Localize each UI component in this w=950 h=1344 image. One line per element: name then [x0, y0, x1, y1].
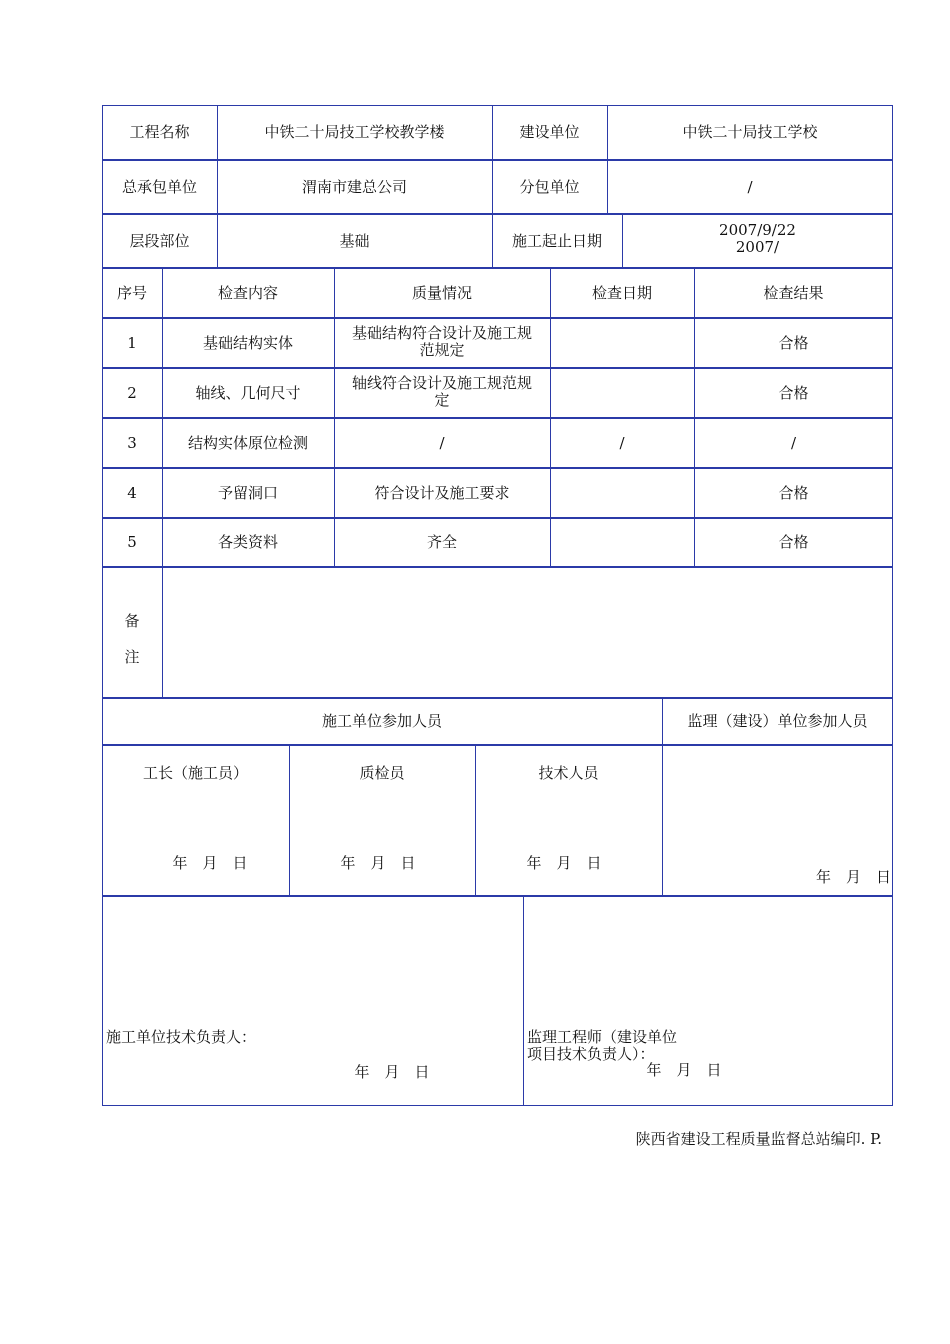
row-quality: / — [439, 433, 445, 452]
row-date — [550, 318, 694, 368]
table-row — [102, 318, 893, 368]
row-contractor — [102, 160, 893, 214]
construction-participants-label: 施工单位参加人员 — [321, 711, 442, 730]
table-row — [102, 368, 893, 418]
row-no: 1 — [127, 333, 137, 352]
row-content: 轴线、几何尺寸 — [195, 383, 301, 402]
remarks-label-line2: 注 — [124, 648, 140, 666]
table-row — [102, 518, 893, 567]
divider — [289, 745, 290, 896]
col-header-result: 检查结果 — [763, 283, 824, 302]
row-date — [550, 368, 694, 418]
divider — [694, 268, 695, 567]
inspector-label: 质检员 — [359, 764, 405, 782]
subcontractor-label: 分包单位 — [519, 177, 580, 196]
row-content: 予留洞口 — [217, 483, 278, 502]
row-date — [550, 518, 694, 567]
divider — [607, 105, 608, 214]
row-quality-line1: 轴线符合设计及施工规范规 — [351, 374, 532, 392]
section-value: 基础 — [339, 231, 370, 250]
row-date — [550, 468, 694, 518]
row-no: 5 — [127, 533, 137, 551]
builder-value: 中铁二十局技工学校 — [682, 122, 818, 141]
subcontractor-value: / — [747, 177, 753, 196]
row-date: / — [619, 433, 625, 452]
row-content: 基础结构实体 — [202, 333, 293, 352]
row-no: 3 — [127, 433, 137, 452]
supervisor-label — [527, 1028, 827, 1064]
footer-publisher: 陕西省建设工程质量监督总站编印. P. — [635, 1130, 882, 1148]
divider — [662, 698, 663, 896]
supervision-date: 年 月 日 — [815, 867, 891, 886]
row-quality-line2: 定 — [434, 391, 450, 409]
section-label: 层段部位 — [129, 231, 190, 250]
project-name-label: 工程名称 — [129, 122, 190, 141]
row-quality-line2: 范规定 — [419, 341, 465, 359]
construction-tech-date: 年 月 日 — [354, 1062, 430, 1081]
inspector-date: 年 月 日 — [340, 853, 416, 872]
signatures-row — [102, 896, 893, 1106]
participants-sign-row — [102, 745, 893, 895]
row-quality: 齐全 — [426, 533, 457, 551]
remarks-label-line1: 备 — [124, 612, 140, 630]
divider — [162, 268, 163, 698]
divider — [622, 214, 623, 268]
col-header-quality: 质量情况 — [411, 283, 472, 302]
row-section — [102, 214, 893, 268]
col-header-no: 序号 — [116, 283, 147, 302]
supervisor-label-line1: 监理工程师（建设单位 — [527, 1028, 678, 1046]
divider — [523, 896, 524, 1106]
remarks-content — [162, 567, 893, 698]
remarks-row — [102, 567, 893, 698]
col-header-content: 检查内容 — [217, 283, 278, 302]
col-header-date: 检查日期 — [591, 283, 652, 302]
row-quality: 符合设计及施工要求 — [374, 483, 510, 502]
builder-label: 建设单位 — [519, 122, 580, 141]
table-header — [102, 268, 893, 318]
date-label: 施工起止日期 — [511, 231, 602, 250]
divider — [492, 105, 493, 268]
row-quality — [334, 368, 550, 418]
technician-label: 技术人员 — [538, 764, 599, 782]
table-row — [102, 418, 893, 468]
divider — [217, 105, 218, 268]
project-name-value: 中铁二十局技工学校教学楼 — [264, 122, 445, 141]
contractor-label: 总承包单位 — [121, 177, 197, 196]
date-start: 2007/9/22 — [719, 221, 796, 239]
table-row — [102, 468, 893, 518]
supervisor-date: 年 月 日 — [646, 1060, 722, 1079]
row-result: / — [790, 433, 797, 452]
row-result: 合格 — [778, 533, 809, 551]
divider — [475, 745, 476, 896]
foreman-date: 年 月 日 — [172, 853, 248, 872]
divider — [334, 268, 335, 567]
divider — [550, 268, 551, 567]
technician-date: 年 月 日 — [526, 853, 602, 872]
foreman-label: 工长（施工员） — [142, 764, 248, 782]
supervisor-label-line2: 项目技术负责人）： — [527, 1045, 655, 1063]
supervision-participants-label: 监理（建设）单位参加人员 — [687, 711, 868, 730]
row-no: 2 — [127, 383, 137, 402]
row-quality-line1: 基础结构符合设计及施工规 — [351, 324, 532, 342]
date-end: 2007/ — [735, 238, 780, 256]
row-quality — [334, 318, 550, 368]
remarks-label — [102, 567, 162, 698]
row-project — [102, 105, 893, 159]
contractor-value: 渭南市建总公司 — [301, 177, 407, 196]
row-no: 4 — [127, 483, 137, 502]
row-result: 合格 — [778, 333, 809, 352]
row-result: 合格 — [778, 483, 809, 502]
row-content: 各类资料 — [217, 533, 278, 551]
row-content: 结构实体原位检测 — [187, 433, 308, 452]
participants-header — [102, 698, 893, 744]
row-result: 合格 — [778, 383, 809, 402]
date-range — [622, 214, 893, 268]
construction-tech-label: 施工单位技术负责人： — [106, 1027, 257, 1046]
